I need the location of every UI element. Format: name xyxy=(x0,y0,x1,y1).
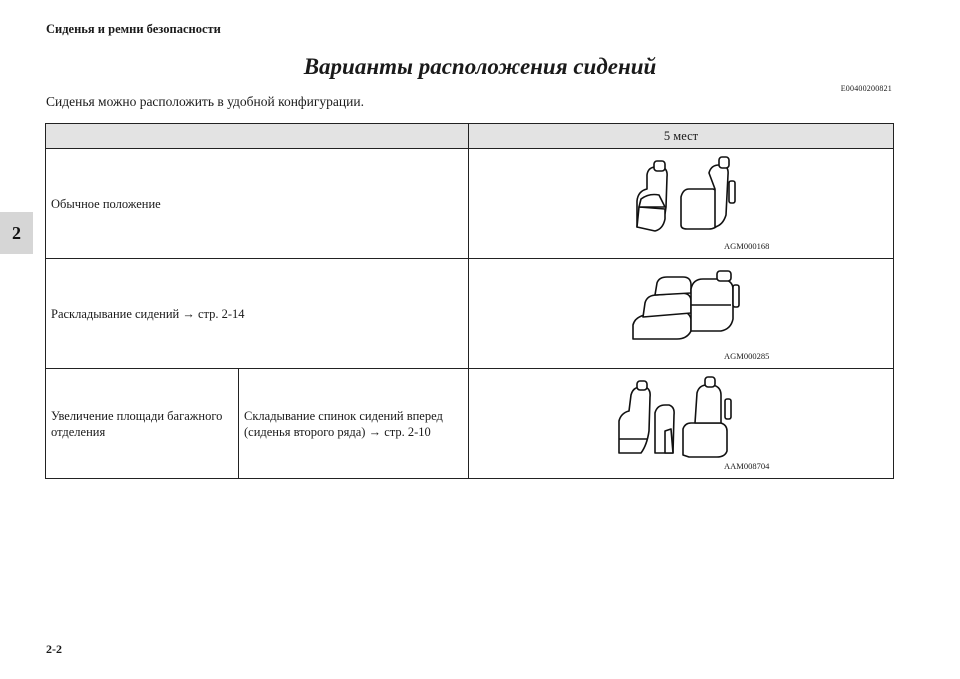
figure-cell xyxy=(469,259,894,369)
document-code: E00400200821 xyxy=(840,84,892,93)
intro-text: Сиденья можно расположить в удобной конфигурации. xyxy=(46,94,364,109)
figure-cell xyxy=(469,149,894,259)
row-label-cell xyxy=(46,149,469,259)
table-column-header: 5 мест xyxy=(469,124,894,149)
row-label-cell xyxy=(46,369,239,479)
figure-code: AAM008704 xyxy=(724,461,770,471)
seats-normal-position-icon xyxy=(469,149,894,258)
table-header-row xyxy=(46,124,894,149)
figure-code: AGM000168 xyxy=(724,241,770,251)
table-row xyxy=(46,259,894,369)
table-row xyxy=(46,149,894,259)
row-sublabel-cell xyxy=(239,369,469,479)
row-label: Увеличение площади багажного отделения xyxy=(51,408,223,439)
row-label-cell xyxy=(46,259,469,369)
seats-fold-flat-icon xyxy=(469,259,894,368)
chapter-tab: 2 xyxy=(0,212,33,254)
figure-code: AGM000285 xyxy=(724,351,770,361)
row-label: Раскладывание сидений → стр. 2-14 xyxy=(51,306,245,321)
table-row xyxy=(46,369,894,479)
seats-fold-forward-icon xyxy=(469,369,894,478)
seat-arrangement-table xyxy=(45,123,894,479)
row-sublabel: Складывание спинок сидений вперед (сиденья второго ряда) → стр. 2-10 xyxy=(244,408,443,439)
row-label: Обычное положение xyxy=(51,196,161,211)
page-heading: Варианты расположения сидений xyxy=(303,54,657,79)
page-number: 2-2 xyxy=(46,642,62,656)
table-header-empty xyxy=(46,124,469,149)
figure-cell xyxy=(469,369,894,479)
section-title: Сиденья и ремни безопасности xyxy=(46,22,221,36)
